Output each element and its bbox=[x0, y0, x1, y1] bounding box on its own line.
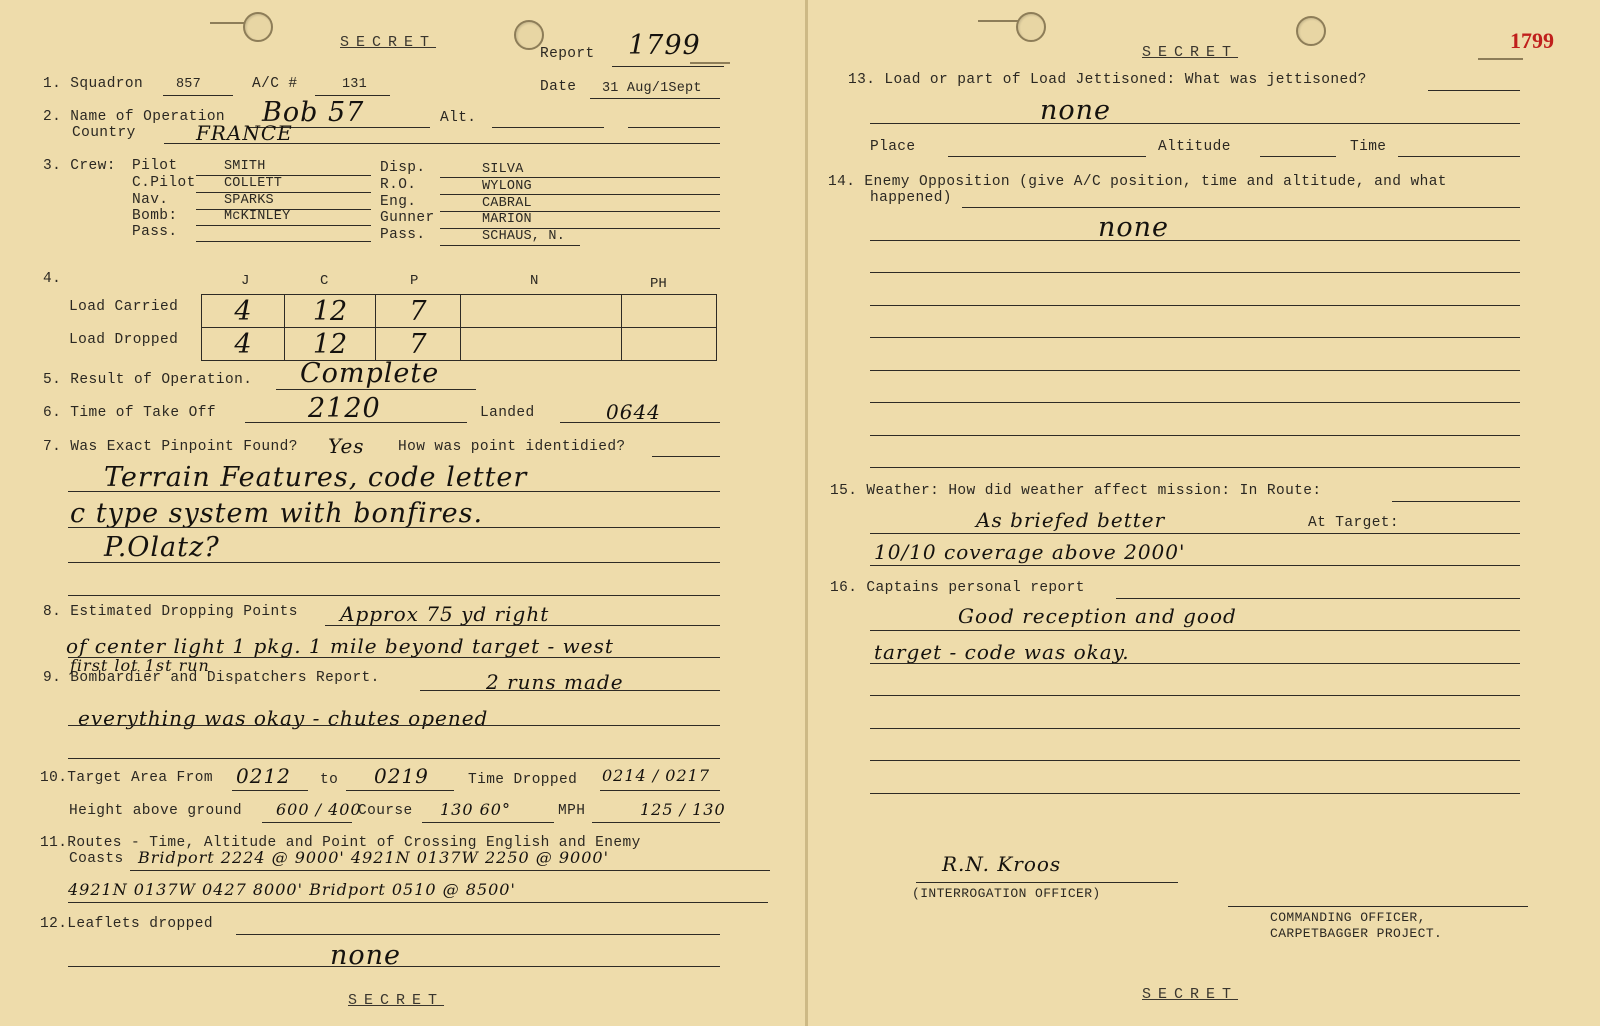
binder-mark bbox=[690, 62, 730, 64]
target-to: 0219 bbox=[374, 764, 429, 788]
commanding-officer-label: COMMANDING OFFICER, bbox=[1270, 910, 1426, 925]
q7-label: 7. Was Exact Pinpoint Found? bbox=[43, 439, 298, 455]
date-label: Date bbox=[540, 79, 577, 95]
crew-role: Eng. bbox=[380, 194, 417, 210]
table-cell: 7 bbox=[376, 295, 461, 328]
jettisoned-value: none bbox=[1040, 95, 1112, 126]
table-cell: 12 bbox=[285, 328, 376, 361]
table-cell bbox=[622, 328, 717, 361]
landed-label: Landed bbox=[480, 405, 535, 421]
dropping-line: Approx 75 yd right bbox=[340, 602, 550, 626]
q14-label: 14. Enemy Opposition (give A/C position, time and altitude, and what bbox=[828, 174, 1447, 190]
stamp-number: 1799 bbox=[1510, 28, 1554, 53]
pinpoint-line: Terrain Features, code letter bbox=[104, 462, 528, 493]
mph-label: MPH bbox=[558, 803, 586, 819]
secret-footer: SECRET bbox=[1142, 986, 1239, 1003]
q3-label: 3. Crew: bbox=[43, 158, 116, 174]
binder-mark bbox=[1478, 58, 1523, 60]
punch-hole bbox=[243, 12, 273, 42]
route-line: Bridport 2224 @ 9000' 4921N 0137W 2250 @ 9000' bbox=[138, 848, 609, 867]
report-label: Report bbox=[540, 46, 595, 62]
crew-name: CABRAL bbox=[482, 196, 532, 211]
time-label: Time bbox=[1350, 139, 1387, 155]
captain-report-line: target - code was okay. bbox=[874, 640, 1130, 664]
course-value: 130 60° bbox=[440, 800, 511, 819]
table-cell bbox=[461, 328, 622, 361]
table-cell: 4 bbox=[202, 295, 285, 328]
opposition-value: none bbox=[1098, 212, 1170, 243]
q11-label-2: Coasts bbox=[69, 851, 124, 867]
crew-role: C.Pilot bbox=[132, 175, 196, 191]
q9-label: 9. Bombardier and Dispatchers Report. bbox=[43, 670, 380, 686]
mph-value: 125 / 130 bbox=[640, 800, 726, 819]
squadron-value: 857 bbox=[176, 77, 201, 92]
crew-name: COLLETT bbox=[224, 176, 283, 191]
punch-hole bbox=[1296, 16, 1326, 46]
crew-name: SPARKS bbox=[224, 193, 274, 208]
crew-role: Nav. bbox=[132, 192, 169, 208]
crew-name: MARION bbox=[482, 212, 532, 227]
crew-name: SCHAUS, N. bbox=[482, 229, 566, 244]
time-dropped: 0214 / 0217 bbox=[602, 766, 710, 785]
table-cell bbox=[461, 295, 622, 328]
crew-role: Bomb: bbox=[132, 208, 178, 224]
row-label: Load Carried bbox=[69, 299, 179, 315]
load-table bbox=[201, 294, 717, 361]
country-value: FRANCE bbox=[196, 121, 293, 145]
crew-role: Gunner bbox=[380, 210, 435, 226]
to-label: to bbox=[320, 772, 339, 788]
q2-label: 2. Name of Operation bbox=[43, 109, 226, 125]
row-label: Load Dropped bbox=[69, 332, 179, 348]
q11-label: 11.Routes - Time, Altitude and Point of Crossing English and Enemy bbox=[40, 835, 641, 851]
crew-name: WYLONG bbox=[482, 179, 532, 194]
crew-role: Pass. bbox=[380, 227, 426, 243]
q6-label: 6. Time of Take Off bbox=[43, 405, 216, 421]
altitude-label: Altitude bbox=[1158, 139, 1231, 155]
q15-label: 15. Weather: How did weather affect mission: In Route: bbox=[830, 483, 1322, 499]
report-number: 1799 bbox=[628, 30, 701, 61]
crew-role: Disp. bbox=[380, 160, 426, 176]
target-from: 0212 bbox=[236, 764, 291, 788]
col-header: PH bbox=[650, 276, 667, 292]
dropping-line: first lot 1st run bbox=[70, 656, 210, 675]
ac-label: A/C # bbox=[252, 76, 298, 92]
dropping-line: of center light 1 pkg. 1 mile beyond target - west bbox=[66, 634, 614, 658]
crew-role: R.O. bbox=[380, 177, 417, 193]
table-cell: 7 bbox=[376, 328, 461, 361]
weather-route: As briefed better bbox=[976, 508, 1166, 532]
q8-label: 8. Estimated Dropping Points bbox=[43, 604, 298, 620]
weather-target: 10/10 coverage above 2000' bbox=[874, 540, 1186, 564]
date-value: 31 Aug/1Sept bbox=[602, 81, 702, 96]
height-label: Height above ground bbox=[69, 803, 242, 819]
q10-label: 10.Target Area From bbox=[40, 770, 213, 786]
pinpoint-line: c type system with bonfires. bbox=[70, 498, 484, 529]
q5-label: 5. Result of Operation. bbox=[43, 372, 253, 388]
dropped-label: Time Dropped bbox=[468, 772, 578, 788]
signature: R.N. Kroos bbox=[942, 852, 1062, 876]
result-value: Complete bbox=[300, 358, 440, 389]
crew-role: Pass. bbox=[132, 224, 178, 240]
col-header: P bbox=[410, 273, 419, 289]
q13-label: 13. Load or part of Load Jettisoned: What was jettisoned? bbox=[848, 72, 1367, 88]
landed-value: 0644 bbox=[606, 400, 661, 424]
place-label: Place bbox=[870, 139, 916, 155]
table-cell bbox=[622, 295, 717, 328]
q14-label-2: happened) bbox=[870, 190, 952, 206]
pinpoint-found: Yes bbox=[328, 434, 365, 458]
q4-label: 4. bbox=[43, 271, 62, 287]
operation-name: Bob 57 bbox=[262, 97, 365, 128]
route-line: 4921N 0137W 0427 8000' Bridport 0510 @ 8500' bbox=[68, 880, 516, 899]
secret-heading: SECRET bbox=[1142, 44, 1239, 61]
table-cell: 4 bbox=[202, 328, 285, 361]
at-target-label: At Target: bbox=[1308, 515, 1400, 531]
q1-label: 1. Squadron bbox=[43, 76, 144, 92]
crew-name: SILVA bbox=[482, 162, 524, 177]
col-header: C bbox=[320, 273, 329, 289]
secret-heading: SECRET bbox=[340, 34, 437, 51]
ac-number: 131 bbox=[342, 77, 367, 92]
table-row bbox=[202, 295, 717, 328]
table-cell: 12 bbox=[285, 295, 376, 328]
q12-label: 12.Leaflets dropped bbox=[40, 916, 213, 932]
captain-report-line: Good reception and good bbox=[958, 604, 1237, 628]
height-value: 600 / 400 bbox=[276, 800, 362, 819]
course-label: Course bbox=[358, 803, 413, 819]
leaflets-value: none bbox=[330, 940, 402, 971]
secret-footer: SECRET bbox=[348, 992, 445, 1009]
q7-how-label: How was point identidied? bbox=[398, 439, 626, 455]
interrogation-label: (INTERROGATION OFFICER) bbox=[912, 886, 1101, 901]
country-label: Country bbox=[72, 125, 136, 141]
carpetbagger-label: CARPETBAGGER PROJECT. bbox=[1270, 926, 1443, 941]
q16-label: 16. Captains personal report bbox=[830, 580, 1085, 596]
col-header: N bbox=[530, 273, 539, 289]
punch-hole bbox=[1016, 12, 1046, 42]
crew-name: McKINLEY bbox=[224, 209, 291, 224]
bombardier-line: everything was okay - chutes opened bbox=[78, 706, 489, 730]
takeoff-value: 2120 bbox=[308, 393, 381, 424]
col-header: J bbox=[241, 273, 250, 289]
right-page bbox=[808, 0, 1600, 1026]
bombardier-line: 2 runs made bbox=[486, 670, 624, 694]
alt-label: Alt. bbox=[440, 110, 477, 126]
table-row bbox=[202, 328, 717, 361]
crew-name: SMITH bbox=[224, 159, 266, 174]
pinpoint-line: P.Olatz? bbox=[104, 532, 220, 563]
crew-role: Pilot bbox=[132, 158, 178, 174]
